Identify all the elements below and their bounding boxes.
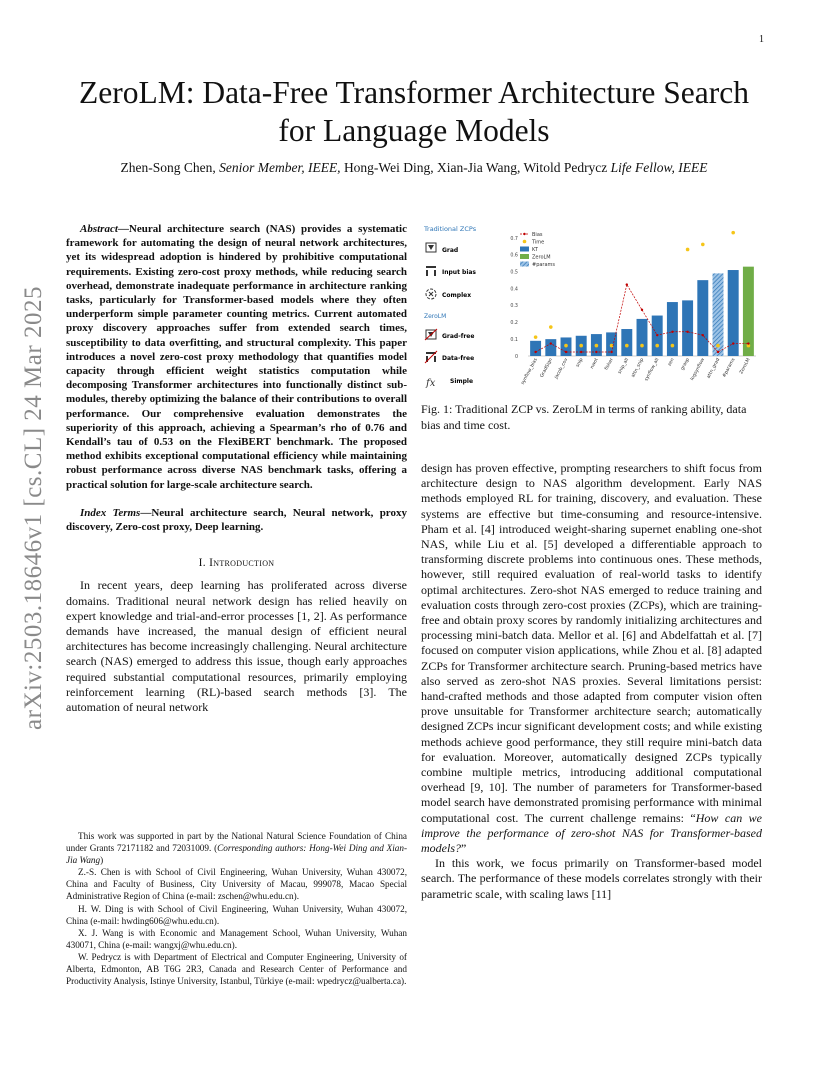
time-point bbox=[579, 344, 583, 348]
crossed-nabla-icon bbox=[425, 329, 437, 340]
zerolm-item-simple bbox=[425, 378, 473, 389]
footnote-funding: This work was supported in part by the National Natural Science Foundation of China under Grants 72171182 and 72031009. (Corresponding authors: Hong-Wei Ding and Xian-Jia Wang) bbox=[66, 831, 407, 866]
y-tick-label: 0.5 bbox=[510, 270, 518, 276]
svg-text:Simple: Simple bbox=[450, 378, 474, 385]
bias-point bbox=[610, 351, 612, 353]
x-tick-label: logsynflow bbox=[690, 357, 707, 382]
time-point bbox=[534, 335, 538, 339]
bias-point bbox=[732, 342, 734, 344]
traditional-zcps-header: Traditional ZCPs bbox=[424, 225, 477, 233]
x-tick-label: ZeroLM bbox=[739, 357, 752, 376]
time-point bbox=[701, 243, 705, 247]
zerolm-header: ZeroLM bbox=[424, 313, 447, 320]
time-point bbox=[686, 248, 690, 252]
bar bbox=[530, 341, 541, 356]
legend-swatch-kt bbox=[520, 247, 529, 252]
x-tick-label: GradSign bbox=[539, 357, 555, 379]
x-tick-label: synflow_bias bbox=[520, 357, 539, 386]
time-point bbox=[716, 344, 720, 348]
bar bbox=[697, 280, 708, 356]
legend-swatch-zerolm bbox=[520, 254, 529, 259]
author-line: Zhen-Song Chen, Senior Member, IEEE, Hong-Wei Ding, Xian-Jia Wang, Witold Pedrycz Life Fellow, IEEE bbox=[120, 160, 708, 175]
cycle-icon bbox=[426, 289, 436, 299]
legend-label: #params bbox=[532, 261, 556, 268]
intro-paragraph: In recent years, deep learning has proliferated across diverse domains. Traditional neural network design has relied heavily on expert knowledge and trial-and-error processes [1, 2]. As performance demands have increased, the manual design of efficient neural architectures has become increasingly challenging. Neural architecture search (NAS) emerged to address this issue, though early approaches required substantial computational resources, primarily employing reinforcement learning (RL)-based search methods [3]. The automation of neural network bbox=[66, 578, 407, 715]
y-tick-label: 0.1 bbox=[510, 337, 518, 343]
traditional-item-grad bbox=[426, 243, 458, 254]
bias-point bbox=[580, 351, 582, 353]
x-tick-label: #params bbox=[722, 357, 737, 379]
bias-point bbox=[641, 309, 643, 311]
bar bbox=[682, 300, 693, 356]
legend-label: Bias bbox=[532, 231, 543, 238]
bar bbox=[713, 273, 724, 356]
time-point bbox=[731, 231, 735, 235]
left-column bbox=[66, 222, 407, 715]
y-tick-label: 0.6 bbox=[510, 253, 518, 259]
y-tick-label: 0.3 bbox=[510, 304, 518, 310]
y-tick-label: 0 bbox=[514, 354, 518, 360]
abstract: Abstract—Neural architecture search (NAS) provides a systematic framework for automating the design of neural network architectures, yet its widespread adoption is hindered by prohibitive computational requirements. Existing zero-cost proxy methods, while reducing search overhead, demonstrate inadequate performance in architecture ranking tasks, particularly for Transformer-based models where they often underperform simple parameter counting metrics. Current automated proxy discovery approaches suffer from extended search times, susceptibility to data overfitting, and structural complexity. This paper introduces a novel zero-cost proxy methodology that quantifies model capacity through efficient weight statistics computation while decomposing Transformer architectures into functionally distinct sub-modules, thereby optimizing the balance of their contributions to overall performance. Our comprehensive evaluation demonstrates the superiority of this approach, achieving a Spearman’s rho of 0.76 and Kendall’s tau of 0.53 on the FlexiBERT benchmark. The proposed method exhibits exceptional computational efficiency while maintaining robust performance across diverse NAS benchmark tasks, offering a practical solution for large-scale architecture search. bbox=[66, 223, 407, 491]
footnote-author-1: Z.-S. Chen is with School of Civil Engineering, Wuhan University, Wuhan 430072, China and Faculty of Business, City University of Macau, 999078, Macao Special Administrative Region of China (e-mail: zschen@whu.edu.cn). bbox=[66, 867, 407, 902]
zerolm-item-grad-free bbox=[425, 329, 474, 340]
svg-text:Grad: Grad bbox=[442, 247, 459, 254]
x-tick-label: zen bbox=[667, 357, 676, 368]
bias-point bbox=[717, 351, 719, 353]
svg-text:Grad-free: Grad-free bbox=[442, 333, 475, 340]
footnote-author-3: X. J. Wang is with Economic and Management School, Wuhan University, Wuhan 430071, China (e-mail: wangxj@whu.edu.cn). bbox=[66, 927, 407, 950]
time-point bbox=[564, 344, 568, 348]
traditional-item-input-bias bbox=[426, 266, 476, 276]
section-heading: I. Introduction bbox=[198, 557, 275, 570]
right-column bbox=[421, 461, 762, 902]
footnote-author-4: W. Pedrycz is with Department of Electrical and Computer Engineering, University of Alberta, Edmonton, AB T6G 2R3, Canada and Research Center of Performance and Productivity Analysis, Istinye University, Istanbul, Türkiye (e-mail: wpedrycz@ualberta.ca). bbox=[66, 951, 407, 987]
arxiv-watermark: arXiv:2503.18646v1 [cs.CL] 24 Mar 2025 bbox=[20, 286, 47, 730]
x-tick-label: grasp bbox=[680, 357, 691, 372]
y-tick-label: 0.7 bbox=[510, 236, 518, 242]
zerolm-item-data-free bbox=[425, 351, 474, 363]
legend-label: KT bbox=[532, 246, 538, 253]
y-tick-label: 0.4 bbox=[510, 287, 518, 293]
bias-point bbox=[626, 283, 628, 285]
nabla-icon bbox=[426, 243, 436, 252]
bar bbox=[545, 339, 556, 356]
ranking-chart bbox=[510, 231, 756, 386]
bias-point bbox=[702, 334, 704, 336]
traditional-item-complex bbox=[426, 289, 471, 299]
bias-point bbox=[747, 342, 749, 344]
figure-caption: Fig. 1: Traditional ZCP vs. ZeroLM in terms of ranking ability, data bias and time cost. bbox=[421, 402, 747, 432]
layers-icon bbox=[426, 266, 436, 276]
intro-paragraph-2: In this work, we focus primarily on Transformer-based model search. The performance of these models correlates strongly with their parametric scale, with scaling laws [11] bbox=[421, 856, 762, 901]
x-tick-label: fisher bbox=[604, 357, 615, 372]
legend-swatch-time bbox=[523, 240, 527, 244]
figure-1 bbox=[420, 224, 762, 400]
bar bbox=[621, 329, 632, 356]
x-tick-label: jacob_cov bbox=[554, 357, 570, 380]
crossed-layers-icon bbox=[425, 351, 437, 363]
svg-text:Data-free: Data-free bbox=[442, 355, 475, 362]
legend-label: Time bbox=[532, 239, 545, 246]
bias-point bbox=[595, 351, 597, 353]
x-tick-label: attn_snip bbox=[630, 357, 646, 379]
page-number: 1 bbox=[759, 34, 764, 45]
bias-point bbox=[565, 351, 567, 353]
x-tick-label: snip bbox=[575, 357, 585, 369]
chart-legend bbox=[520, 232, 555, 268]
svg-text:Complex: Complex bbox=[442, 292, 472, 299]
legend-marker-bias bbox=[523, 233, 525, 235]
bias-point bbox=[656, 334, 658, 336]
bar bbox=[637, 319, 648, 356]
paper-title: ZeroLM: Data-Free Transformer Architecture Search for Language Models bbox=[78, 75, 749, 148]
svg-text:Input bias: Input bias bbox=[442, 269, 476, 276]
x-tick-label: attn_grad bbox=[706, 357, 722, 380]
footnote-author-2: H. W. Ding is with School of Civil Engineering, Wuhan University, Wuhan 430072, China (e-mail: hwding606@whu.edu.cn). bbox=[66, 903, 407, 926]
bias-point bbox=[534, 351, 536, 353]
legend-label: ZeroLM bbox=[532, 254, 551, 261]
x-tick-label: snip_all bbox=[617, 357, 631, 376]
bias-point bbox=[671, 331, 673, 333]
intro-paragraph-continued: design has proven effective, prompting researchers to shift focus from architecture design to NAS algorithm development. Early NAS methods employed RL for training, discovery, and evaluation. These systems are effective but time-consuming and resource-intensive. Pham et al. [4] introduced weight-sharing supernet enabling one-shot NAS, while Liu et al. [5] developed a differentiable approach to transforming discrete problems into continuous ones. These methods, however, still required evaluation of real-world tasks to identify optimal architectures. Zero-shot NAS emerged to reduce training and evaluation costs through zero-cost proxies (ZCPs), which are training-free and obtain proxy scores by randomly initializing architectures and processing mini-batch data. Mellor et al. [6] and Abdelfattah et al. [7] focused on computer vision applications, while Zhou et al. [8] adapted ZCPs for Transformer architecture search. Pruning-based metrics have also served as zero-shot NAS proxies. Several limitations persist: hand-crafted methods and those adapted from computer vision often prove unsuitable for Transformer architecture search; automatically designed ZCPs incur significant development costs; and while existing methods achieve good performance, they still require mini-batch data for evaluation. Moreover, automatically designed ZCPs typically combine multiple metrics, introducing additional computational overhead [9, 10]. The number of parameters for Transformer-based model search have demonstrated promising performance with minimal computational cost. The current challenge remains: “How can we improve the performance of zero-shot NAS for Transformer-based models?” bbox=[421, 461, 763, 856]
time-point bbox=[549, 325, 553, 329]
x-tick-label: nwot bbox=[589, 357, 600, 370]
index-terms: Index Terms—Neural architecture search, Neural network, proxy discovery, Zero-cost proxy, Deep learning. bbox=[66, 506, 407, 534]
time-point bbox=[625, 344, 629, 348]
x-tick-label: synflow_all bbox=[644, 357, 661, 383]
time-point bbox=[671, 344, 675, 348]
legend-swatch-params bbox=[520, 262, 529, 267]
footnotes bbox=[66, 830, 407, 987]
y-tick-label: 0.2 bbox=[510, 321, 518, 327]
fx-icon: fx bbox=[426, 378, 436, 389]
bar bbox=[667, 302, 678, 356]
time-point bbox=[640, 344, 644, 348]
bias-point bbox=[550, 342, 552, 344]
time-point bbox=[655, 344, 659, 348]
bias-point bbox=[686, 331, 688, 333]
time-point bbox=[595, 344, 599, 348]
